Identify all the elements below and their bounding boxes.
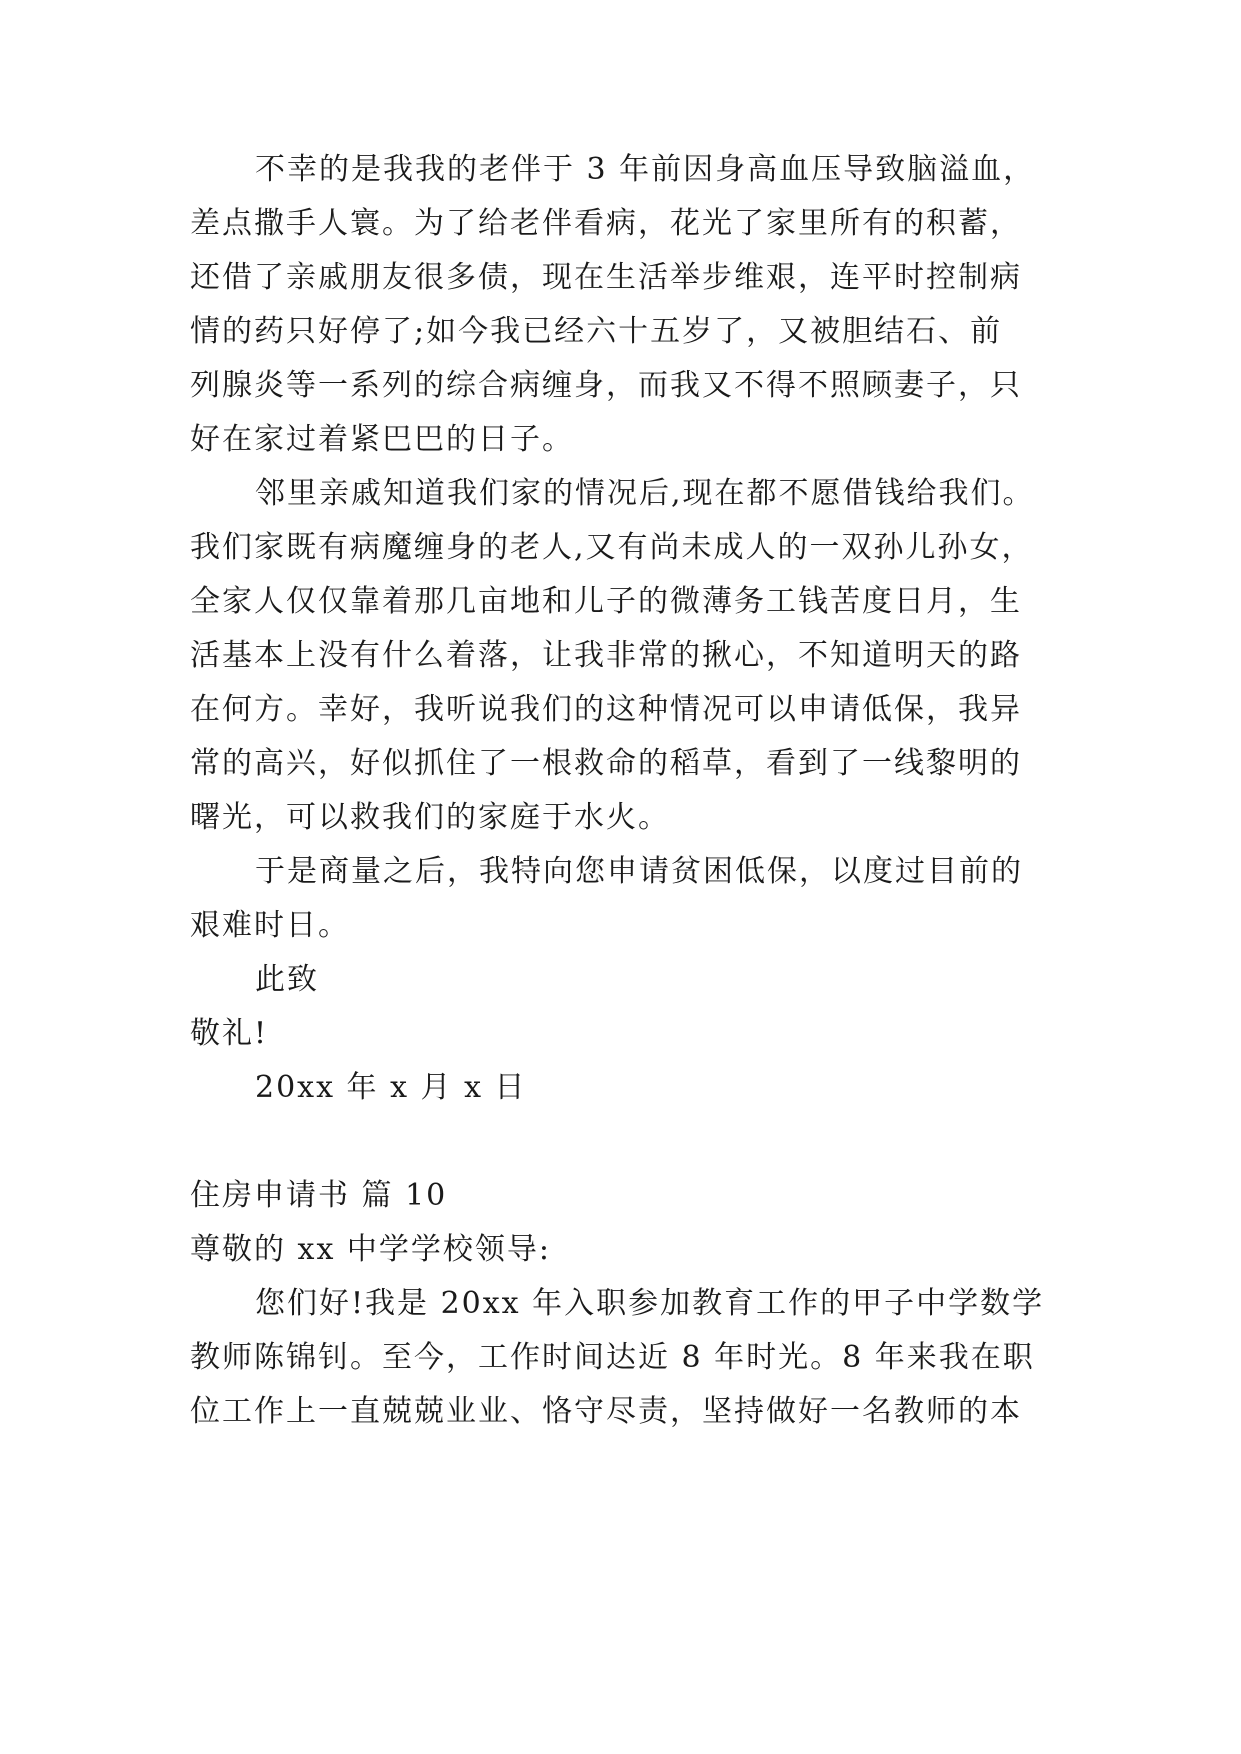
- paragraph-line: 邻里亲戚知道我们家的情况后,现在都不愿借钱给我们。: [255, 476, 1035, 511]
- paragraph-line: 位工作上一直兢兢业业、恪守尽责，坚持做好一名教师的本: [190, 1394, 1022, 1429]
- paragraph-line: 全家人仅仅靠着那几亩地和儿子的微薄务工钱苦度日月，生: [190, 584, 1022, 619]
- letter-date: 20xx 年 x 月 x 日: [255, 1070, 527, 1105]
- paragraph-line: 教师陈锦钊。至今，工作时间达近 8 年时光。8 年来我在职: [190, 1340, 1035, 1375]
- paragraph-line: 曙光，可以救我们的家庭于水火。: [190, 800, 670, 835]
- paragraph-line: 艰难时日。: [190, 908, 350, 943]
- section-title: 住房申请书 篇 10: [190, 1178, 448, 1213]
- salutation: 尊敬的 xx 中学学校领导:: [190, 1232, 552, 1267]
- paragraph-line: 活基本上没有什么着落，让我非常的揪心，不知道明天的路: [190, 638, 1022, 673]
- closing-line: 此致: [255, 962, 319, 997]
- paragraph-line: 不幸的是我我的老伴于 3 年前因身高血压导致脑溢血，: [255, 152, 1036, 187]
- paragraph-line: 我们家既有病魔缠身的老人,又有尚未成人的一双孙儿孙女，: [190, 530, 1034, 565]
- paragraph-line: 还借了亲戚朋友很多债，现在生活举步维艰，连平时控制病: [190, 260, 1022, 295]
- paragraph-line: 好在家过着紧巴巴的日子。: [190, 422, 574, 457]
- paragraph-line: 您们好!我是 20xx 年入职参加教育工作的甲子中学数学: [255, 1286, 1045, 1321]
- paragraph-line: 差点撒手人寰。为了给老伴看病，花光了家里所有的积蓄，: [190, 206, 1022, 241]
- paragraph-line: 列腺炎等一系列的综合病缠身，而我又不得不照顾妻子，只: [190, 368, 1022, 403]
- paragraph-line: 在何方。幸好，我听说我们的这种情况可以申请低保，我异: [190, 692, 1022, 727]
- paragraph-line: 常的高兴，好似抓住了一根救命的稻草，看到了一线黎明的: [190, 746, 1022, 781]
- paragraph-line: 于是商量之后，我特向您申请贫困低保，以度过目前的: [255, 854, 1023, 889]
- paragraph-line: 情的药只好停了;如今我已经六十五岁了，又被胆结石、前: [190, 314, 1003, 349]
- closing-line: 敬礼!: [190, 1016, 269, 1051]
